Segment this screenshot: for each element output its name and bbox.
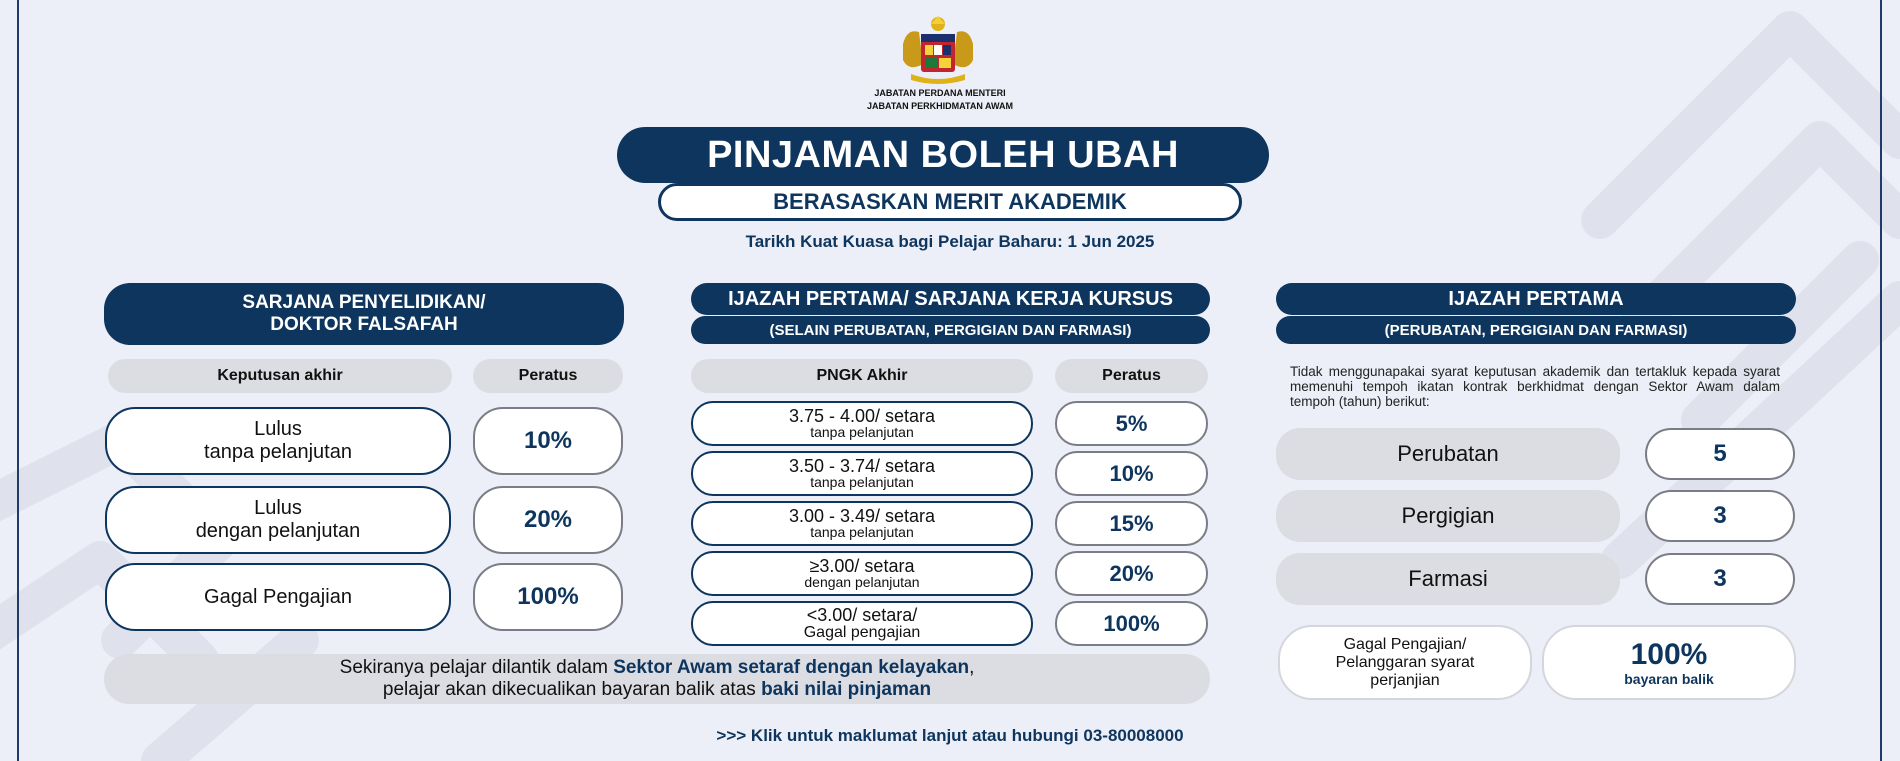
left-row-3-line1: Gagal Pengajian (204, 585, 352, 608)
note-line1-text: Sekiranya pelajar dilantik dalam (339, 657, 614, 678)
left-panel-title-line1: SARJANA PENYELIDIKAN/ (242, 292, 486, 313)
middle-row-3-main: 3.00 - 3.49/ setara (788, 506, 936, 526)
left-col-header-percent: Peratus (473, 359, 623, 393)
middle-row-1-sub: tanpa pelanjutan (810, 424, 914, 440)
note-line2-text: pelajar akan dikecualikan bayaran balik atas (382, 679, 762, 700)
left-row-1-percent: 10% (473, 407, 623, 475)
right-fail-repayment (1542, 625, 1796, 700)
right-row-1-years: 5 (1645, 428, 1795, 480)
exemption-note (104, 654, 1210, 704)
middle-row-5-percent: 100% (1055, 601, 1208, 646)
middle-row-2-cgpa (691, 451, 1033, 496)
middle-row-5-sub: Gagal pengajian (803, 624, 921, 641)
left-row-2-result (105, 486, 451, 554)
middle-panel-title: IJAZAH PERTAMA/ SARJANA KERJA KURSUS (691, 283, 1210, 315)
middle-row-1-percent: 5% (1055, 401, 1208, 446)
middle-row-3-percent: 15% (1055, 501, 1208, 546)
effective-date: Tarikh Kuat Kuasa bagi Pelajar Baharu: 1 Jun 2025 (745, 232, 1155, 251)
middle-row-1-cgpa (691, 401, 1033, 446)
note-line2-bold: baki nilai pinjaman (761, 679, 932, 700)
frame-border-right (1880, 0, 1882, 761)
ministry-line-1: JABATAN PERDANA MENTERI (874, 88, 1006, 98)
exemption-note-line1 (340, 657, 975, 679)
middle-row-1-main: 3.75 - 4.00/ setara (788, 406, 936, 426)
middle-col-header-cgpa: PNGK Akhir (691, 359, 1033, 393)
middle-panel-subtitle: (SELAIN PERUBATAN, PERGIGIAN DAN FARMASI) (691, 316, 1210, 344)
right-row-3-years: 3 (1645, 553, 1795, 605)
right-panel-title: IJAZAH PERTAMA (1276, 283, 1796, 315)
middle-row-4-sub: dengan pelanjutan (804, 574, 920, 590)
frame-border-left (17, 0, 19, 761)
left-row-3-result (105, 563, 451, 631)
left-col-header-result: Keputusan akhir (108, 359, 452, 393)
middle-row-5-cgpa (691, 601, 1033, 646)
main-subtitle: BERASASKAN MERIT AKADEMIK (658, 183, 1242, 221)
right-row-2-field: Pergigian (1276, 490, 1620, 542)
left-panel-title (104, 283, 624, 345)
middle-row-5-main: <3.00/ setara/ (806, 605, 918, 625)
middle-col-header-percent: Peratus (1055, 359, 1208, 393)
right-panel-subtitle: (PERUBATAN, PERGIGIAN DAN FARMASI) (1276, 316, 1796, 344)
right-fail-percent-label: bayaran balik (1624, 670, 1714, 687)
middle-row-2-sub: tanpa pelanjutan (810, 474, 914, 490)
middle-row-4-cgpa (691, 551, 1033, 596)
middle-row-4-percent: 20% (1055, 551, 1208, 596)
middle-row-4-main: ≥3.00/ setara (809, 556, 915, 576)
left-row-1-line2: tanpa pelanjutan (204, 441, 352, 463)
left-row-2-line2: dengan pelanjutan (195, 520, 361, 542)
left-row-3-percent: 100% (473, 563, 623, 631)
right-fail-percent: 100% (1630, 637, 1708, 671)
right-fail-line2: Pelanggaran syarat (1335, 653, 1475, 671)
note-line1-comma: , (969, 657, 975, 678)
middle-row-3-cgpa (691, 501, 1033, 546)
right-row-1-field: Perubatan (1276, 428, 1620, 480)
left-row-2-line1: Lulus (254, 497, 302, 519)
left-row-1-line1: Lulus (254, 418, 302, 440)
ministry-line-2: JABATAN PERKHIDMATAN AWAM (867, 101, 1013, 111)
middle-row-2-main: 3.50 - 3.74/ setara (788, 456, 936, 476)
middle-row-3-sub: tanpa pelanjutan (810, 524, 914, 540)
note-line1-bold: Sektor Awam setaraf dengan kelayakan (613, 657, 970, 678)
coat-of-arms-icon (893, 14, 983, 86)
main-title: PINJAMAN BOLEH UBAH (617, 127, 1269, 183)
right-fail-line1: Gagal Pengajian/ (1343, 635, 1467, 653)
right-fail-condition (1278, 625, 1532, 700)
right-row-2-years: 3 (1645, 490, 1795, 542)
left-panel-title-line2: DOKTOR FALSAFAH (270, 314, 458, 335)
right-panel-description: Tidak menggunapakai syarat keputusan akademik dan tertakluk kepada syarat memenuhi tempoh ikatan kontrak berkhidmat dengan Sektor Awam dalam tempoh (tahun) berikut: (1290, 364, 1780, 409)
exemption-note-line2 (383, 679, 931, 701)
right-fail-line3: perjanjian (1370, 671, 1440, 689)
middle-row-2-percent: 10% (1055, 451, 1208, 496)
more-info-link[interactable]: >>> Klik untuk maklumat lanjut atau hubungi 03-80008000 (716, 726, 1184, 745)
right-row-3-field: Farmasi (1276, 553, 1620, 605)
left-row-1-result (105, 407, 451, 475)
left-row-2-percent: 20% (473, 486, 623, 554)
